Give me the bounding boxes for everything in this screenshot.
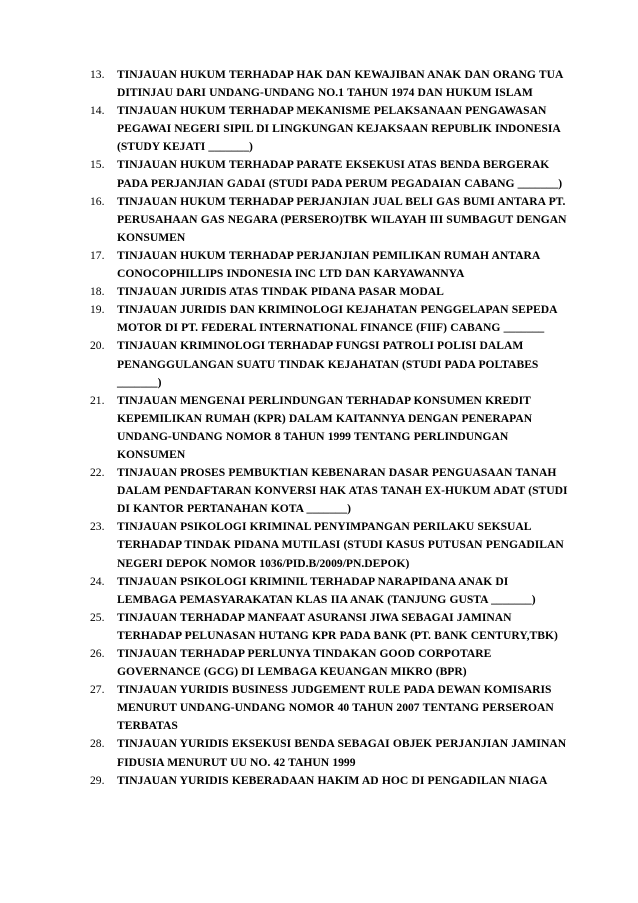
item-number: 24. — [90, 574, 105, 588]
list-item — [90, 645, 570, 681]
item-number: 18. — [90, 285, 105, 299]
item-title: TINJAUAN YURIDIS BUSINESS JUDGEMENT RULE PADA DEWAN KOMISARIS MENURUT UNDANG-UNDANG NOMOR 40 TAHUN 2007 TENTANG PERSEROAN TERBATAS — [117, 683, 554, 733]
item-number: 16. — [90, 194, 105, 208]
item-title: TINJAUAN MENGENAI PERLINDUNGAN TERHADAP KONSUMEN KREDIT KEPEMILIKAN RUMAH (KPR) DALAM KAITANNYA DENGAN PENERAPAN UNDANG-UNDANG NOMOR 8 TAHUN 1999 TENTANG PERLINDUNGAN KONSUMEN — [117, 393, 533, 461]
item-title: TINJAUAN YURIDIS EKSEKUSI BENDA SEBAGAI OBJEK PERJANJIAN JAMINAN FIDUSIA MENURUT UU NO. 42 TAHUN 1999 — [117, 737, 567, 769]
item-title: TINJAUAN HUKUM TERHADAP PERJANJIAN PEMILIKAN RUMAH ANTARA CONOCOPHILLIPS INDONESIA INC LTD DAN KARYAWANNYA — [117, 248, 540, 281]
item-title: TINJAUAN PROSES PEMBUKTIAN KEBENARAN DASAR PENGUASAAN TANAH DALAM PENDAFTARAN KONVERSI HAK ATAS TANAH EX-HUKUM ADAT (STUDI DI KANTOR PERTANAHAN KOTA _______) — [117, 466, 568, 516]
list-item — [90, 66, 570, 102]
list-item — [90, 301, 570, 337]
item-number: 15. — [90, 158, 105, 172]
item-title: TINJAUAN PSIKOLOGI KRIMINIL TERHADAP NARAPIDANA ANAK DI LEMBAGA PEMASYARAKATAN KLAS IIA ANAK (TANJUNG GUSTA _______) — [117, 574, 536, 606]
item-number: 27. — [90, 683, 105, 697]
item-number: 19. — [90, 303, 105, 317]
item-number: 28. — [90, 737, 105, 751]
list-item — [90, 283, 570, 301]
item-title: TINJAUAN HUKUM TERHADAP PERJANJIAN JUAL BELI GAS BUMI ANTARA PT. PERUSAHAAN GAS NEGARA (PERSERO)TBK WILAYAH III SUMBAGUT DENGAN KONSUMEN — [117, 194, 567, 244]
item-title: TINJAUAN TERHADAP PERLUNYA TINDAKAN GOOD CORPOTARE GOVERNANCE (GCG) DI LEMBAGA KEUANGAN MIKRO (BPR) — [117, 647, 492, 679]
item-number: 13. — [90, 68, 105, 81]
list-item — [90, 518, 570, 572]
list-item — [90, 464, 570, 518]
item-number: 22. — [90, 466, 105, 480]
item-title: TINJAUAN HUKUM TERHADAP MEKANISME PELAKSANAAN PENGAWASAN PEGAWAI NEGERI SIPIL DI LINGKUNGAN KEJAKSAAN REPUBLIK INDONESIA (STUDY KEJATI _______) — [117, 104, 561, 154]
item-title: TINJAUAN JURIDIS ATAS TINDAK PIDANA PASAR MODAL — [117, 285, 444, 299]
item-number: 17. — [90, 248, 105, 262]
item-number: 29. — [90, 773, 105, 787]
item-number: 20. — [90, 339, 105, 353]
list-item — [90, 247, 570, 283]
item-title: TINJAUAN YURIDIS KEBERADAAN HAKIM AD HOC DI PENGADILAN NIAGA — [117, 773, 548, 787]
list-item — [90, 573, 570, 609]
item-number: 23. — [90, 520, 105, 534]
list-item — [90, 102, 570, 156]
list-item — [90, 337, 570, 391]
item-title: TINJAUAN JURIDIS DAN KRIMINOLOGI KEJAHATAN PENGGELAPAN SEPEDA MOTOR DI PT. FEDERAL INTERNATIONAL FINANCE (FIIF) CABANG _______ — [117, 303, 557, 335]
item-number: 21. — [90, 393, 105, 407]
list-item — [90, 735, 570, 771]
item-title: TINJAUAN PSIKOLOGI KRIMINAL PENYIMPANGAN PERILAKU SEKSUAL TERHADAP TINDAK PIDANA MUTILASI (STUDI KASUS PUTUSAN PENGADILAN NEGERI DEPOK NOMOR 1036/PID.B/2009/PN.DEPOK) — [117, 520, 564, 570]
item-number: 25. — [90, 610, 105, 624]
list-item — [90, 193, 570, 247]
list-item — [90, 156, 570, 192]
list-item — [90, 609, 570, 645]
list-item — [90, 392, 570, 464]
item-number: 26. — [90, 647, 105, 660]
list-item — [90, 681, 570, 735]
item-title: TINJAUAN HUKUM TERHADAP HAK DAN KEWAJIBAN ANAK DAN ORANG TUA DITINJAU DARI UNDANG-UNDANG NO.1 TAHUN 1974 DAN HUKUM ISLAM — [117, 68, 563, 100]
item-title: TINJAUAN TERHADAP MANFAAT ASURANSI JIWA SEBAGAI JAMINAN TERHADAP PELUNASAN HUTANG KPR PADA BANK (PT. BANK CENTURY,TBK) — [117, 610, 558, 642]
list-item — [90, 772, 570, 790]
item-title: TINJAUAN HUKUM TERHADAP PARATE EKSEKUSI ATAS BENDA BERGERAK PADA PERJANJIAN GADAI (STUDI PADA PERUM PEGADAIAN CABANG _______) — [117, 158, 563, 190]
thesis-title-list — [90, 66, 570, 790]
item-title: TINJAUAN KRIMINOLOGI TERHADAP FUNGSI PATROLI POLISI DALAM PENANGGULANGAN SUATU TINDAK KEJAHATAN (STUDI PADA POLTABES _______) — [117, 339, 539, 389]
item-number: 14. — [90, 104, 105, 118]
